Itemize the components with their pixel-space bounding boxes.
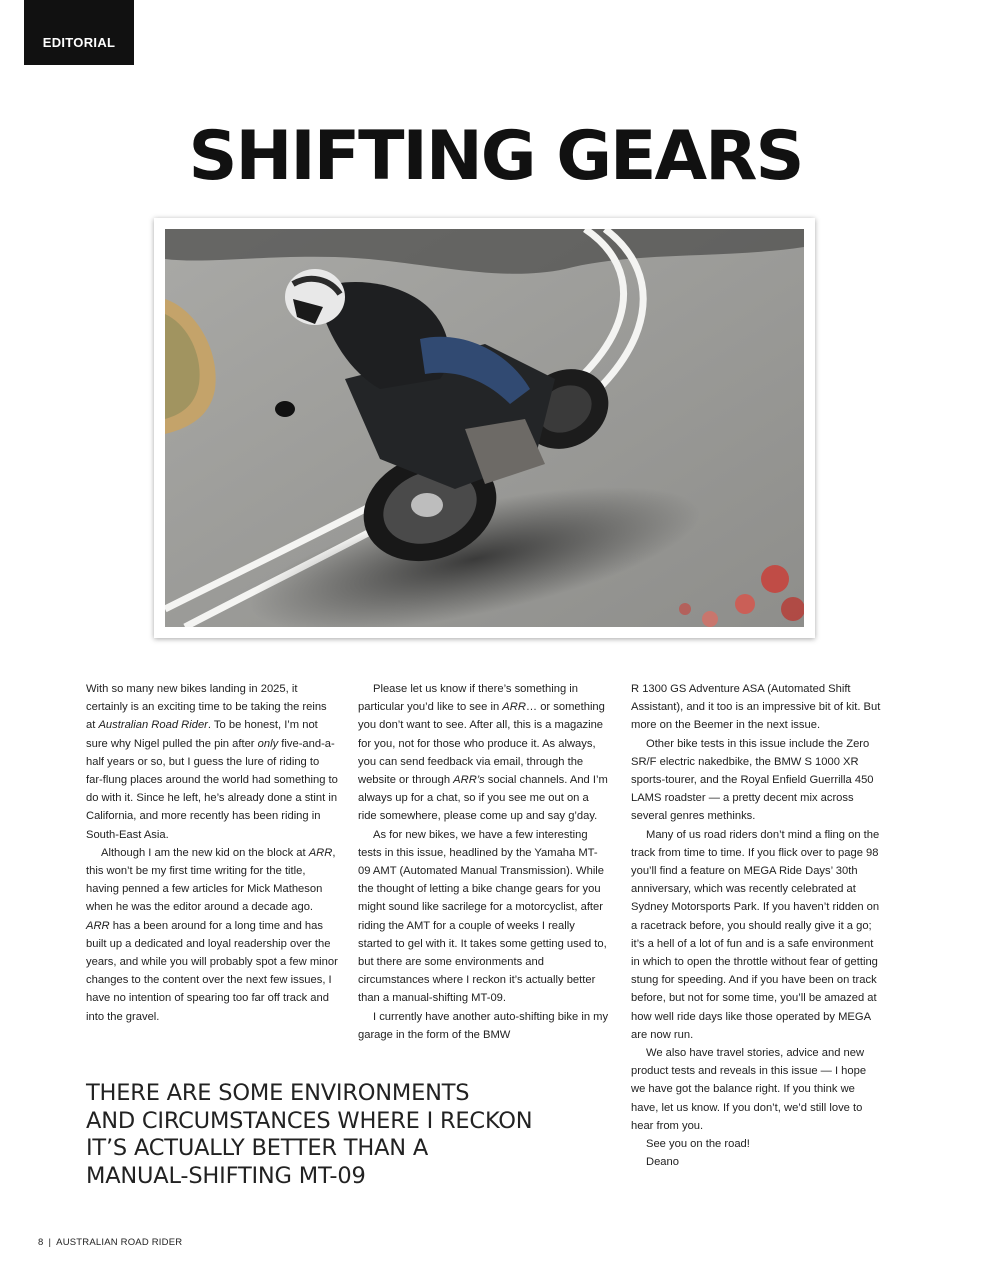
section-label: EDITORIAL [24, 0, 134, 65]
body-paragraph: As for new bikes, we have a few interesting tests in this issue, headlined by the Yamaha MT-09 AMT (Automated Manual Transmission). While the thought of letting a bike change gears for you might sound like sacrilege for a motorcyclist, after riding the AMT for a couple of weeks I really started to gel with it. It takes some getting used to, but there are some environments and circumstances where I reckon it’s actually better than a manual-shifting MT-09. [358, 828, 607, 1005]
article-column-2 [358, 680, 610, 1044]
pull-quote-line: MANUAL-SHIFTING MT-09 [86, 1162, 366, 1189]
publication-name: AUSTRALIAN ROAD RIDER [56, 1237, 183, 1248]
motorcycle-photo [165, 229, 804, 627]
footer-separator: | [48, 1237, 52, 1248]
page-number: 8 [38, 1237, 44, 1248]
article-column-1 [86, 680, 338, 1026]
body-paragraph: Many of us road riders don’t mind a fling on the track from time to time. If you flick over to page 98 you’ll find a feature on MEGA Ride Days’ 30th anniversary, which was recently celebrated at Sydney Motorsports Park. If you haven’t ridden on a racetrack before, you should really give it a go; it’s a hell of a lot of fun and is a safe environment in which to open the throttle without fear of getting stung for speeding. And if you have been on track before, but not for some time, you’ll be amazed at how well ride days like those operated by MEGA are now run. [631, 828, 880, 1041]
hero-photo-frame [154, 218, 815, 638]
pull-quote-line: AND CIRCUMSTANCES WHERE I RECKON [86, 1107, 533, 1134]
pull-quote-line: THERE ARE SOME ENVIRONMENTS [86, 1080, 470, 1106]
body-paragraph: Please let us know if there’s something in particular you’d like to see in ARR… or something you don’t want to see. After all, this is a magazine for you, not for those who produce it. As always, you can send feedback via email, through the website or through ARR’s social channels. And I’m always up for a chat, so if you see me out on a ride somewhere, please come up and say g’day. [358, 683, 608, 823]
article-column-3 [631, 680, 883, 1171]
body-paragraph: Other bike tests in this issue include the Zero SR/F electric nakedbike, the BMW S 1000 XR sports-tourer, and the Royal Enfield Guerrilla 450 LAMS roadster — a pretty decent mix across several genres methinks. [631, 737, 874, 823]
body-paragraph: R 1300 GS Adventure ASA (Automated Shift Assistant), and it too is an impressive bit of kit. But more on the Beemer in the next issue. [631, 683, 881, 732]
pull-quote [86, 1080, 606, 1190]
page-title: SHIFTING GEARS [188, 117, 803, 196]
body-paragraph: We also have travel stories, advice and new product tests and reveals in this issue — I hope we have got the balance right. If you think we have, let us know. If you don’t, we’d still love to hear from you. [631, 1047, 867, 1132]
author-signature: Deano [646, 1156, 679, 1169]
pull-quote-line: IT’S ACTUALLY BETTER THAN A [86, 1135, 429, 1161]
body-paragraph: Although I am the new kid on the block at ARR, this won’t be my first time writing for the title, having penned a few articles for Mick Matheson when he was the editor around a decade ago. ARR has a been around for a long time and has built up a dedicated and loyal readership over the years, and while you will probably spot a few minor changes to the content over the next few issues, I have no intention of spearing too far off track and into the gravel. [86, 846, 338, 1023]
sign-off: See you on the road! [646, 1138, 750, 1151]
page-footer [38, 1237, 182, 1248]
body-paragraph: I currently have another auto-shifting bike in my garage in the form of the BMW [358, 1010, 609, 1041]
body-paragraph: With so many new bikes landing in 2025, it certainly is an exciting time to be taking the reins at Australian Road Rider. To be honest, I’m not sure why Nigel pulled the pin after only five-and-a-half years or so, but I guess the lure of riding to far-flung places around the world had something to do with it. Since he left, he’s already done a stint in California, and more recently has been riding in South-East Asia. [86, 683, 338, 841]
